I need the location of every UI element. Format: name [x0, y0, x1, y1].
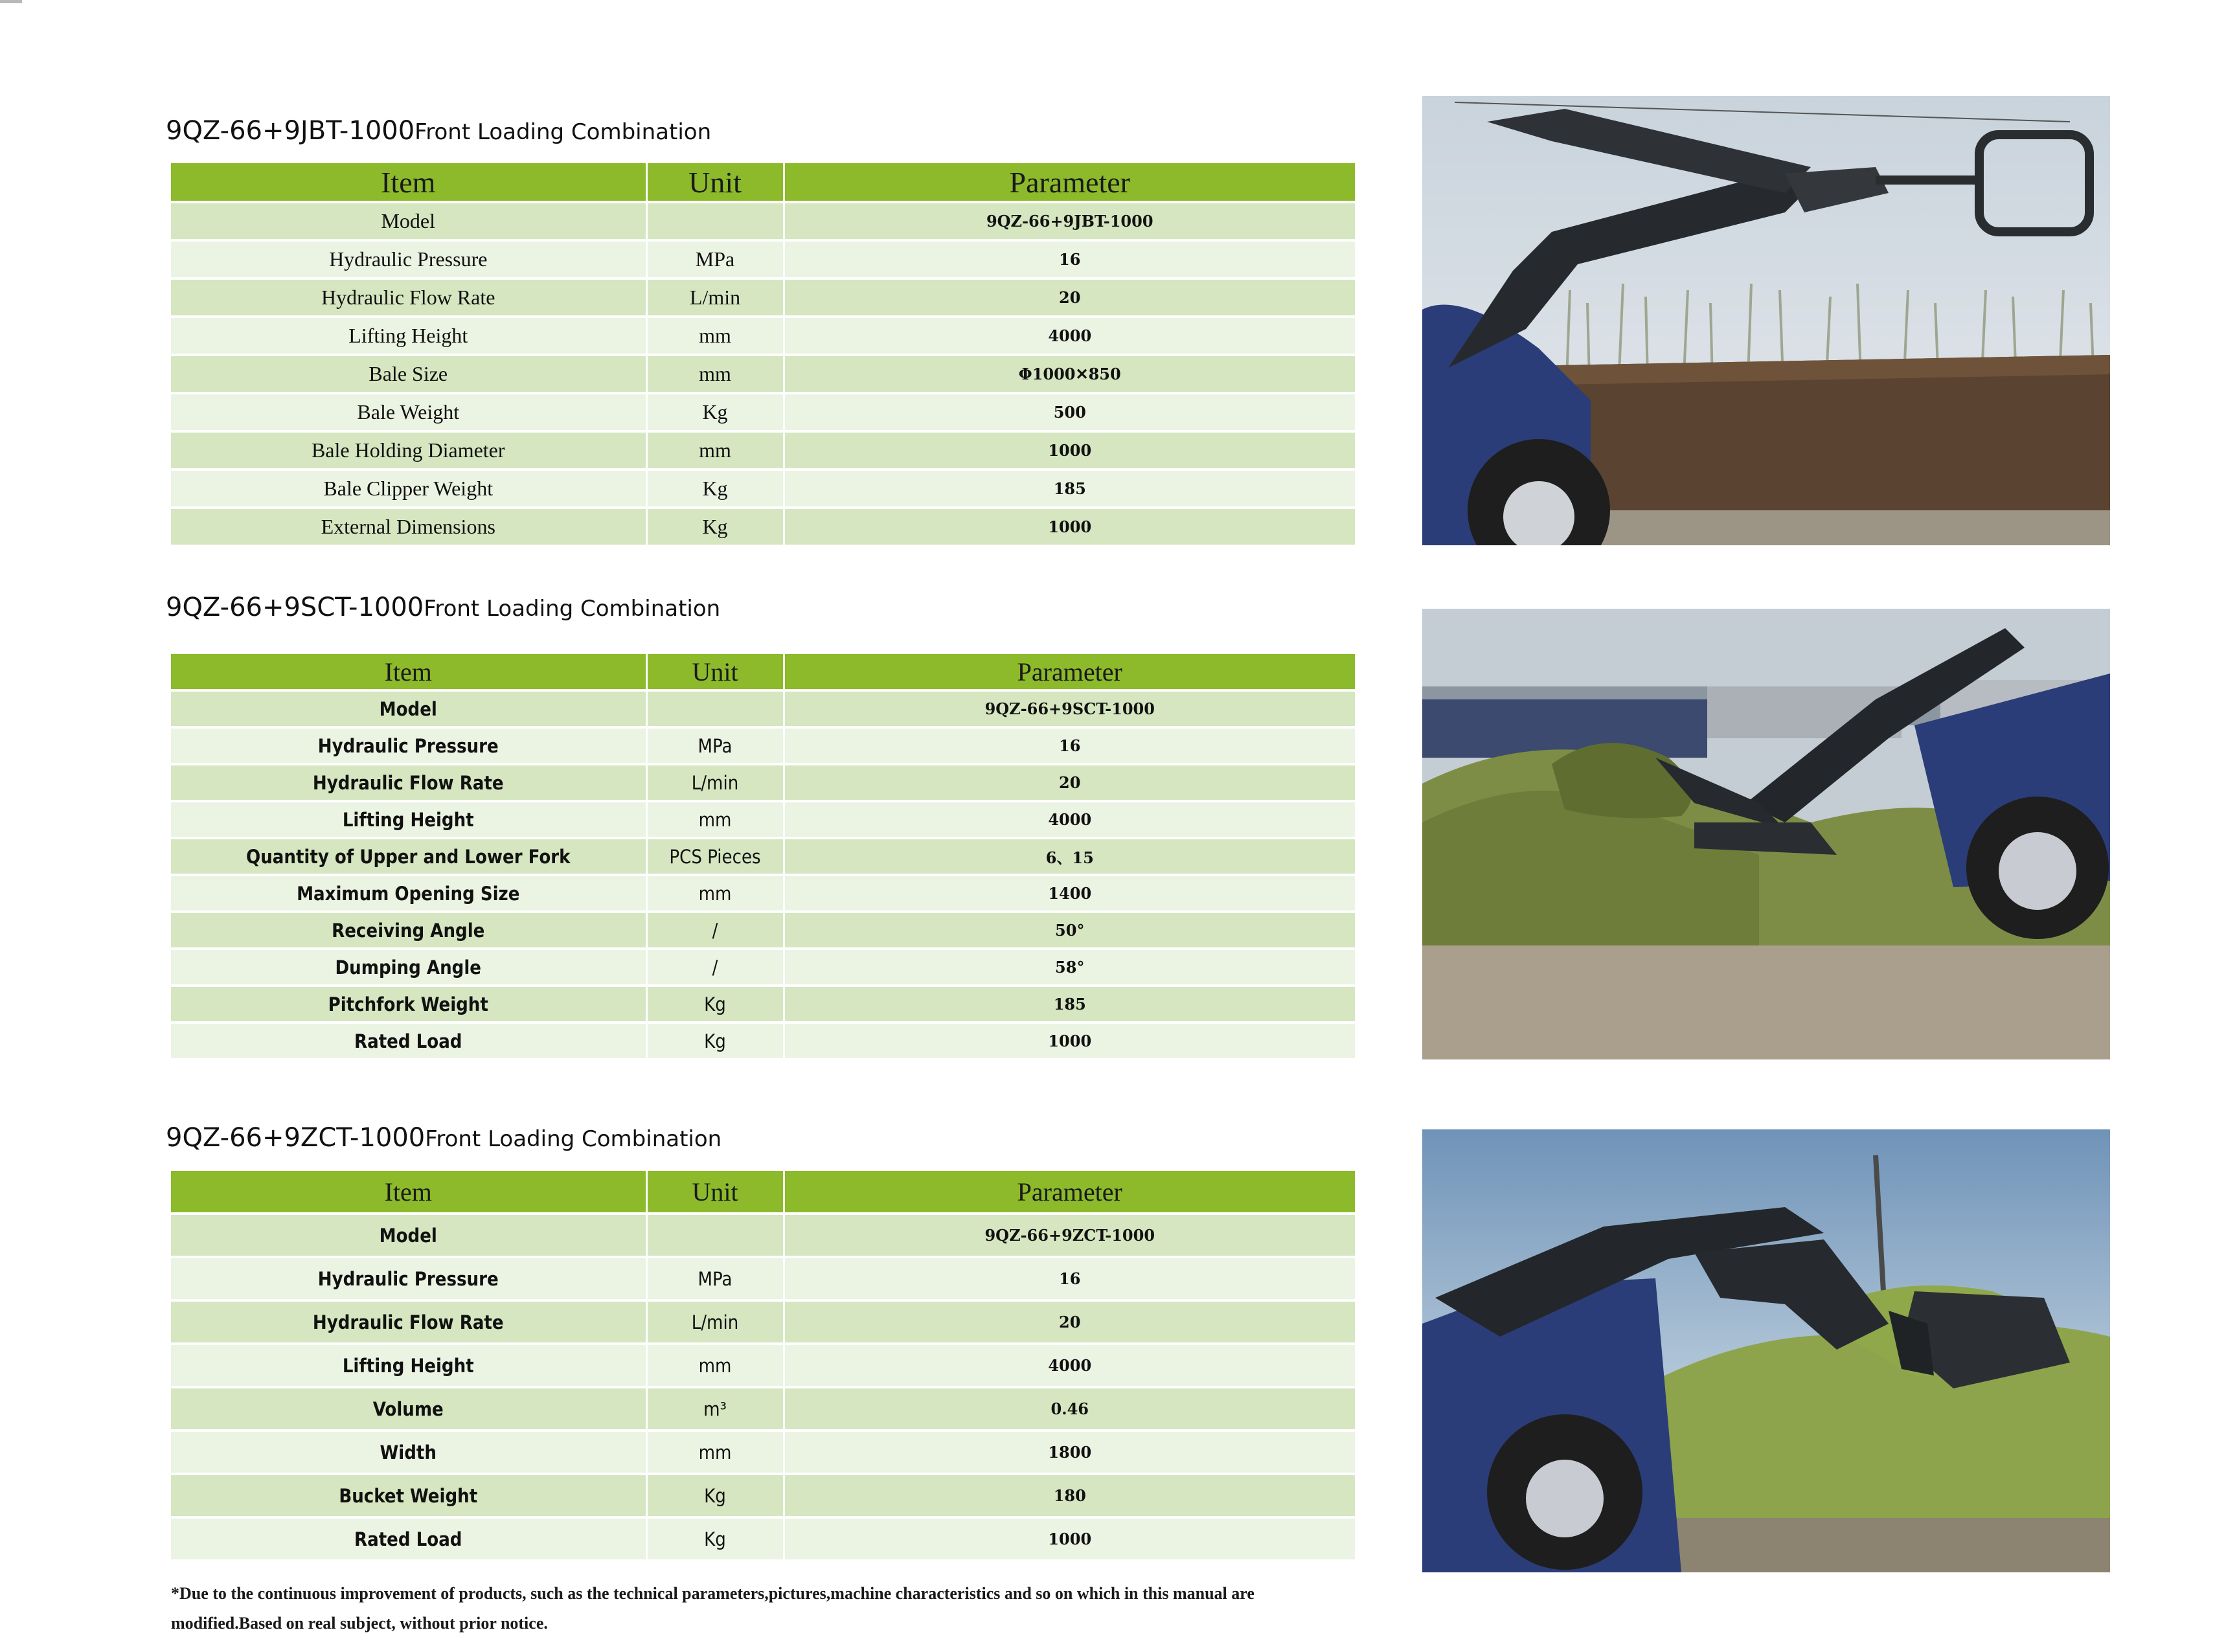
cell-item: Bucket Weight	[171, 1474, 646, 1517]
cell-item: Hydraulic Pressure	[171, 727, 646, 764]
table-row	[171, 875, 1355, 912]
table-row	[171, 912, 1355, 949]
table-row	[171, 393, 1355, 431]
cell-parameter: 50°	[784, 912, 1355, 949]
table-row	[171, 727, 1355, 764]
cell-item: Lifting Height	[171, 1344, 646, 1387]
cell-unit: mm	[646, 875, 784, 912]
cell-unit: L/min	[646, 1300, 784, 1344]
section-title-code: 9QZ-66+9ZCT-1000	[166, 1123, 426, 1153]
cell-item: Width	[171, 1431, 646, 1474]
cell-unit: mm	[646, 801, 784, 838]
header-item: Item	[171, 654, 646, 690]
cell-unit: mm	[646, 1431, 784, 1474]
section-title-code: 9QZ-66+9SCT-1000	[166, 593, 424, 622]
table-row	[171, 470, 1355, 508]
cell-item: Rated Load	[171, 1517, 646, 1559]
table-row	[171, 240, 1355, 278]
header-unit: Unit	[646, 163, 784, 202]
cell-unit: L/min	[646, 764, 784, 801]
corner-mark	[0, 0, 22, 3]
cell-parameter: 20	[784, 764, 1355, 801]
cell-item: Model	[171, 690, 646, 727]
cell-unit: mm	[646, 1344, 784, 1387]
cell-unit: Kg	[646, 470, 784, 508]
cell-unit: MPa	[646, 727, 784, 764]
disclaimer-footnote	[171, 1579, 1363, 1638]
table-row	[171, 355, 1355, 393]
spec-table-zct	[171, 1171, 1355, 1559]
table-row	[171, 1214, 1355, 1257]
cell-parameter: 4000	[784, 1344, 1355, 1387]
cell-unit: Kg	[646, 1474, 784, 1517]
table-row	[171, 508, 1355, 545]
spec-table-jbt	[171, 163, 1355, 545]
section-title-suffix: Front Loading Combination	[424, 596, 721, 622]
section-title-suffix: Front Loading Combination	[425, 1126, 722, 1152]
cell-item: Quantity of Upper and Lower Fork	[171, 838, 646, 875]
cell-parameter: 9QZ-66+9ZCT-1000	[784, 1214, 1355, 1257]
table-row	[171, 690, 1355, 727]
cell-parameter: 4000	[784, 801, 1355, 838]
cell-parameter: 1000	[784, 508, 1355, 545]
table-header-row	[171, 654, 1355, 690]
cell-unit	[646, 202, 784, 240]
cell-parameter: 6、15	[784, 838, 1355, 875]
section-title-code: 9QZ-66+9JBT-1000	[166, 116, 415, 146]
header-parameter: Parameter	[784, 1171, 1355, 1214]
photo-pitchfork-loader	[1422, 609, 2110, 1059]
table-row	[171, 1344, 1355, 1387]
cell-item: Hydraulic Flow Rate	[171, 1300, 646, 1344]
cell-unit: Kg	[646, 986, 784, 1023]
cell-parameter: 16	[784, 727, 1355, 764]
cell-parameter: 4000	[784, 317, 1355, 355]
spec-table-sct	[171, 654, 1355, 1058]
cell-item: Hydraulic Pressure	[171, 1257, 646, 1300]
cell-item: Bale Weight	[171, 393, 646, 431]
cell-unit: MPa	[646, 240, 784, 278]
cell-parameter: 20	[784, 1300, 1355, 1344]
cell-item: Model	[171, 1214, 646, 1257]
cell-parameter: 185	[784, 986, 1355, 1023]
cell-parameter: Φ1000✕850	[784, 355, 1355, 393]
cell-parameter: 9QZ-66+9SCT-1000	[784, 690, 1355, 727]
cell-parameter: 1000	[784, 1517, 1355, 1559]
cell-unit: L/min	[646, 278, 784, 317]
cell-unit: /	[646, 912, 784, 949]
section-title-suffix: Front Loading Combination	[415, 119, 712, 145]
cell-parameter: 1000	[784, 431, 1355, 470]
cell-item: Pitchfork Weight	[171, 986, 646, 1023]
cell-parameter: 180	[784, 1474, 1355, 1517]
cell-item: Rated Load	[171, 1023, 646, 1058]
cell-parameter: 1400	[784, 875, 1355, 912]
table-header-row	[171, 1171, 1355, 1214]
bucket-illustration	[1422, 1129, 2110, 1572]
cell-parameter: 16	[784, 240, 1355, 278]
cell-parameter: 9QZ-66+9JBT-1000	[784, 202, 1355, 240]
photo-bale-clamp-loader	[1422, 96, 2110, 545]
cell-parameter: 500	[784, 393, 1355, 431]
bale-clamp-illustration	[1422, 96, 2110, 545]
table-row	[171, 1517, 1355, 1559]
cell-item: Bale Holding Diameter	[171, 431, 646, 470]
cell-item: Hydraulic Flow Rate	[171, 278, 646, 317]
header-item: Item	[171, 1171, 646, 1214]
cell-unit: Kg	[646, 508, 784, 545]
cell-unit: mm	[646, 355, 784, 393]
cell-unit	[646, 690, 784, 727]
cell-unit: PCS Pieces	[646, 838, 784, 875]
cell-parameter: 1000	[784, 1023, 1355, 1058]
cell-unit: Kg	[646, 1517, 784, 1559]
table-row	[171, 1023, 1355, 1058]
header-unit: Unit	[646, 654, 784, 690]
pitchfork-illustration	[1422, 609, 2110, 1059]
table-row	[171, 986, 1355, 1023]
cell-unit: MPa	[646, 1257, 784, 1300]
cell-parameter: 20	[784, 278, 1355, 317]
cell-item: Hydraulic Pressure	[171, 240, 646, 278]
header-unit: Unit	[646, 1171, 784, 1214]
header-item: Item	[171, 163, 646, 202]
cell-unit: mm	[646, 431, 784, 470]
table-row	[171, 1300, 1355, 1344]
footnote-line: *Due to the continuous improvement of products, such as the technical parameters,pictures,machine characteristics and so on which in this manual are	[171, 1584, 1255, 1603]
cell-item: Receiving Angle	[171, 912, 646, 949]
table-row	[171, 764, 1355, 801]
cell-unit: Kg	[646, 393, 784, 431]
table-row	[171, 317, 1355, 355]
cell-item: Model	[171, 202, 646, 240]
table-row	[171, 801, 1355, 838]
section-title-sct	[166, 594, 720, 620]
table-row	[171, 1474, 1355, 1517]
cell-item: Bale Size	[171, 355, 646, 393]
cell-item: Dumping Angle	[171, 949, 646, 986]
table-row	[171, 278, 1355, 317]
cell-unit: /	[646, 949, 784, 986]
table-row	[171, 838, 1355, 875]
cell-unit: Kg	[646, 1023, 784, 1058]
cell-parameter: 185	[784, 470, 1355, 508]
header-parameter: Parameter	[784, 654, 1355, 690]
table-row	[171, 1257, 1355, 1300]
cell-item: Maximum Opening Size	[171, 875, 646, 912]
table-row	[171, 949, 1355, 986]
cell-parameter: 58°	[784, 949, 1355, 986]
cell-item: Lifting Height	[171, 317, 646, 355]
cell-parameter: 0.46	[784, 1387, 1355, 1431]
cell-unit: mm	[646, 317, 784, 355]
table-row	[171, 202, 1355, 240]
cell-item: External Dimensions	[171, 508, 646, 545]
table-row	[171, 431, 1355, 470]
table-row	[171, 1431, 1355, 1474]
header-parameter: Parameter	[784, 163, 1355, 202]
footnote-line: modified.Based on real subject, without prior notice.	[171, 1614, 548, 1633]
cell-unit: m³	[646, 1387, 784, 1431]
cell-item: Bale Clipper Weight	[171, 470, 646, 508]
cell-item: Volume	[171, 1387, 646, 1431]
table-row	[171, 1387, 1355, 1431]
section-title-zct	[166, 1125, 721, 1151]
photo-bucket-loader	[1422, 1129, 2110, 1572]
cell-item: Lifting Height	[171, 801, 646, 838]
cell-parameter: 1800	[784, 1431, 1355, 1474]
section-title-jbt	[166, 118, 711, 144]
table-header-row	[171, 163, 1355, 202]
cell-item: Hydraulic Flow Rate	[171, 764, 646, 801]
cell-unit	[646, 1214, 784, 1257]
cell-parameter: 16	[784, 1257, 1355, 1300]
